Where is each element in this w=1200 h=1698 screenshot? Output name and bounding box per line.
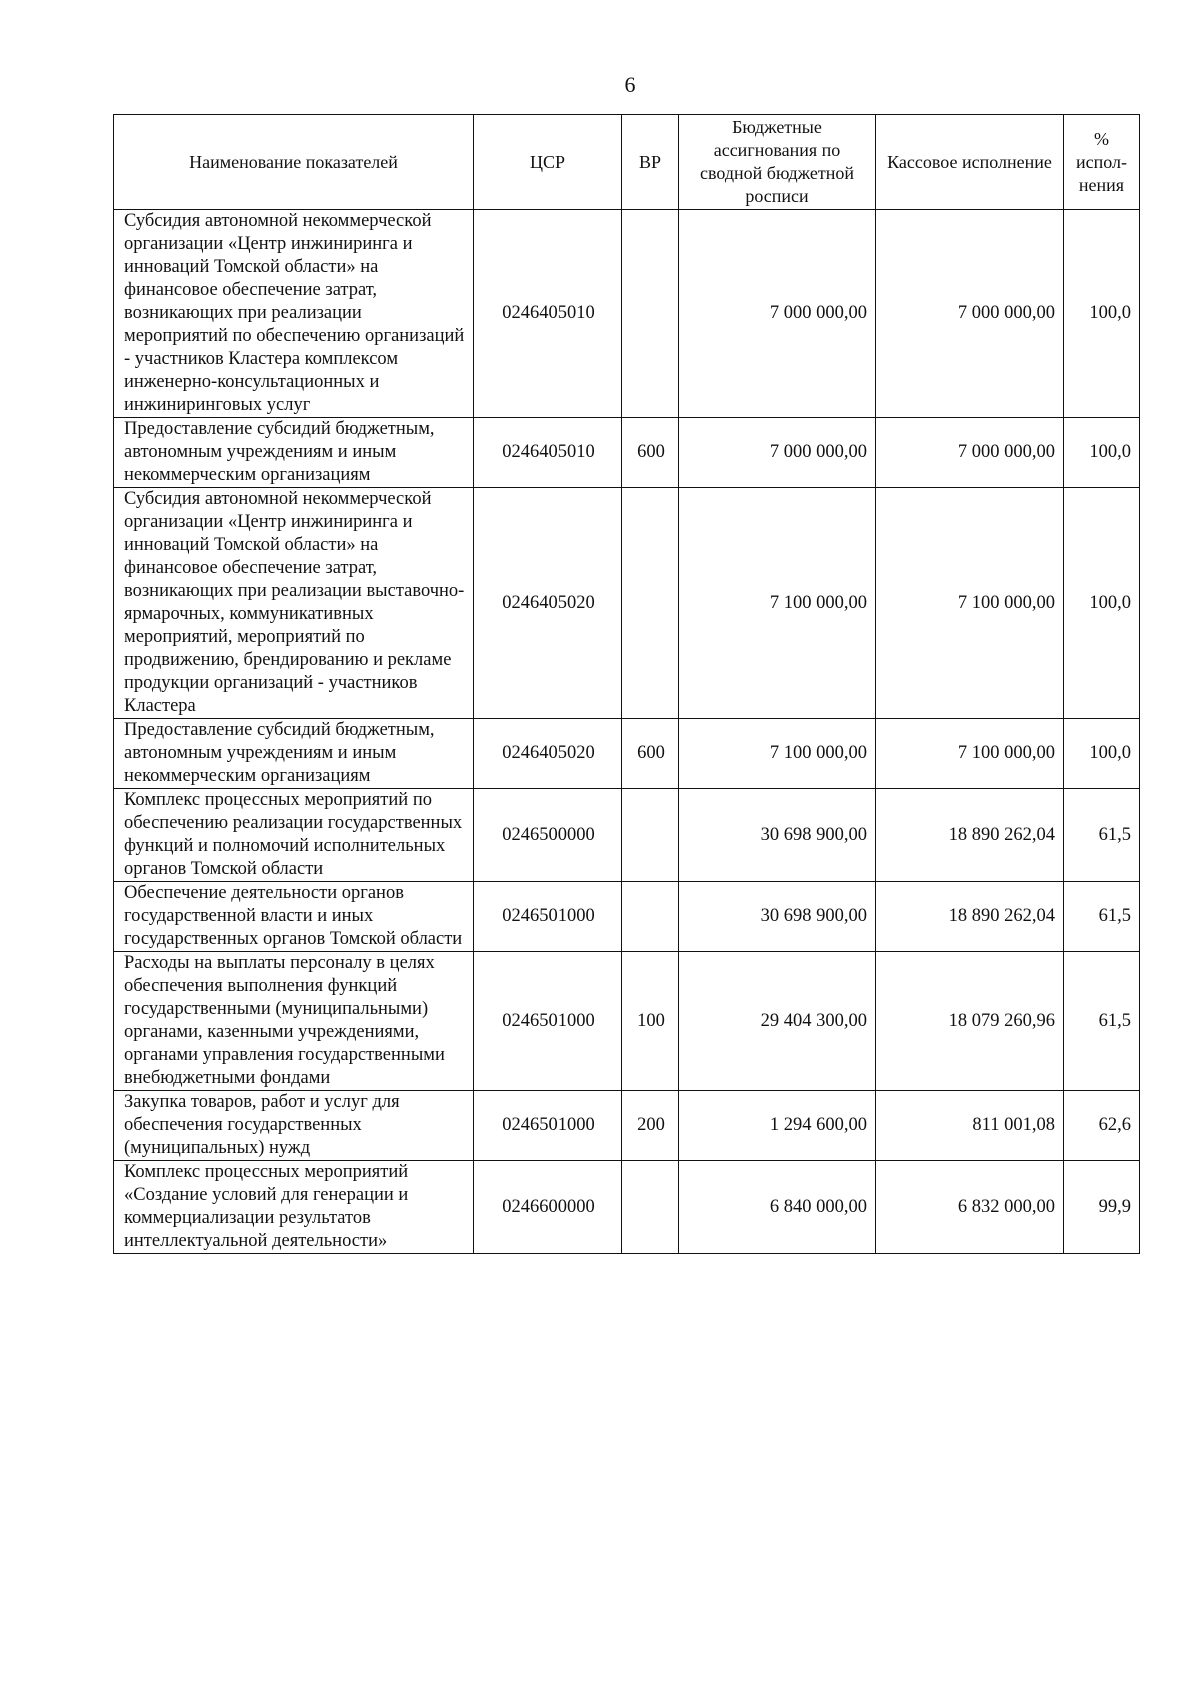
- row-csr: 0246501000: [474, 1091, 622, 1161]
- row-percent: 61,5: [1064, 882, 1140, 952]
- row-name: Расходы на выплаты персоналу в целях обеспечения выполнения функций государственными (муниципальными) органами, казенными учреждениями, органами управления государственными внебюджетными фондами: [114, 952, 474, 1091]
- row-csr: 0246501000: [474, 952, 622, 1091]
- header-name: Наименование показателей: [114, 115, 474, 210]
- table-row: [114, 1091, 1140, 1161]
- row-cash: 7 000 000,00: [876, 418, 1064, 488]
- row-vr: 200: [622, 1091, 679, 1161]
- row-percent: 100,0: [1064, 719, 1140, 789]
- row-cash: 18 079 260,96: [876, 952, 1064, 1091]
- row-vr: 100: [622, 952, 679, 1091]
- table-row: [114, 719, 1140, 789]
- row-name: Комплекс процессных мероприятий «Создание условий для генерации и коммерциализации результатов интеллектуальной деятельности»: [114, 1161, 474, 1254]
- row-csr: 0246405010: [474, 210, 622, 418]
- row-budget: 30 698 900,00: [679, 882, 876, 952]
- table-row: [114, 488, 1140, 719]
- row-percent: 100,0: [1064, 210, 1140, 418]
- row-percent: 99,9: [1064, 1161, 1140, 1254]
- row-budget: 1 294 600,00: [679, 1091, 876, 1161]
- row-name: Комплекс процессных мероприятий по обеспечению реализации государственных функций и полномочий исполнительных органов Томской области: [114, 789, 474, 882]
- row-vr: 600: [622, 719, 679, 789]
- row-budget: 29 404 300,00: [679, 952, 876, 1091]
- row-name: Закупка товаров, работ и услуг для обеспечения государственных (муниципальных) нужд: [114, 1091, 474, 1161]
- row-csr: 0246405020: [474, 719, 622, 789]
- row-budget: 6 840 000,00: [679, 1161, 876, 1254]
- row-name: Субсидия автономной некоммерческой организации «Центр инжиниринга и инноваций Томской области» на финансовое обеспечение затрат, возникающих при реализации выставочно-ярмарочных, коммуникативных мероприятий, мероприятий по продвижению, брендированию и рекламе продукции организаций - участников Кластера: [114, 488, 474, 719]
- row-budget: 7 000 000,00: [679, 210, 876, 418]
- row-cash: 811 001,08: [876, 1091, 1064, 1161]
- row-cash: 7 100 000,00: [876, 488, 1064, 719]
- row-cash: 7 000 000,00: [876, 210, 1064, 418]
- header-budget: Бюджетные ассигнования по сводной бюджетной росписи: [679, 115, 876, 210]
- budget-execution-table: [113, 114, 1140, 1254]
- row-name: Субсидия автономной некоммерческой организации «Центр инжиниринга и инноваций Томской области» на финансовое обеспечение затрат, возникающих при реализации мероприятий по обеспечению организаций - участников Кластера комплексом инженерно-консультационных и инжиниринговых услуг: [114, 210, 474, 418]
- table-row: [114, 210, 1140, 418]
- header-cash: Кассовое исполнение: [876, 115, 1064, 210]
- row-vr: [622, 1161, 679, 1254]
- row-percent: 61,5: [1064, 789, 1140, 882]
- row-csr: 0246501000: [474, 882, 622, 952]
- row-budget: 30 698 900,00: [679, 789, 876, 882]
- row-cash: 18 890 262,04: [876, 882, 1064, 952]
- row-cash: 6 832 000,00: [876, 1161, 1064, 1254]
- table-row: [114, 952, 1140, 1091]
- row-csr: 0246500000: [474, 789, 622, 882]
- row-vr: 600: [622, 418, 679, 488]
- header-vr: ВР: [622, 115, 679, 210]
- row-vr: [622, 488, 679, 719]
- row-csr: 0246405010: [474, 418, 622, 488]
- table-row: [114, 418, 1140, 488]
- row-percent: 61,5: [1064, 952, 1140, 1091]
- row-budget: 7 000 000,00: [679, 418, 876, 488]
- row-percent: 62,6: [1064, 1091, 1140, 1161]
- row-csr: 0246600000: [474, 1161, 622, 1254]
- row-cash: 7 100 000,00: [876, 719, 1064, 789]
- table-row: [114, 1161, 1140, 1254]
- page-number: 6: [624, 72, 636, 97]
- row-percent: 100,0: [1064, 488, 1140, 719]
- row-cash: 18 890 262,04: [876, 789, 1064, 882]
- header-csr: ЦСР: [474, 115, 622, 210]
- row-name: Предоставление субсидий бюджетным, автономным учреждениям и иным некоммерческим организациям: [114, 719, 474, 789]
- row-name: Предоставление субсидий бюджетным, автономным учреждениям и иным некоммерческим организациям: [114, 418, 474, 488]
- table-row: [114, 789, 1140, 882]
- row-vr: [622, 882, 679, 952]
- row-budget: 7 100 000,00: [679, 719, 876, 789]
- row-name: Обеспечение деятельности органов государственной власти и иных государственных органов Томской области: [114, 882, 474, 952]
- row-vr: [622, 789, 679, 882]
- table-row: [114, 882, 1140, 952]
- table-header-row: [114, 115, 1140, 210]
- row-vr: [622, 210, 679, 418]
- row-percent: 100,0: [1064, 418, 1140, 488]
- header-percent: % испол-нения: [1064, 115, 1140, 210]
- row-csr: 0246405020: [474, 488, 622, 719]
- row-budget: 7 100 000,00: [679, 488, 876, 719]
